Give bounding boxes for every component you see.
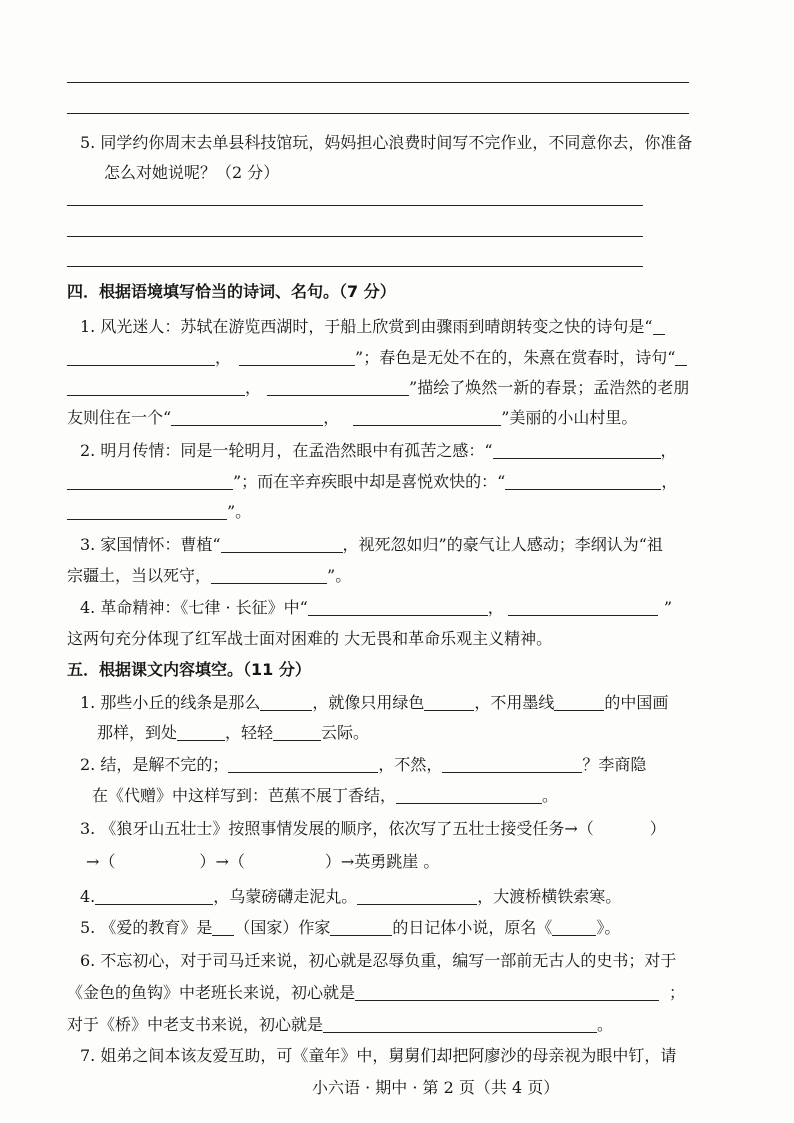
s5-item6-line2: [67, 980, 685, 1003]
s4-item3-line1: [80, 532, 663, 555]
blank: [239, 348, 355, 366]
text: 对于《桥》中老支书来说，初心就是: [67, 1015, 324, 1034]
blank: [171, 408, 323, 426]
text: 的中国画: [604, 693, 669, 712]
blank: [273, 723, 321, 741]
blank: [653, 317, 665, 335]
arrow: →: [564, 819, 578, 838]
text: ”: [663, 598, 672, 617]
answer-line: [67, 205, 643, 206]
text: 2. 明月传情：同是一轮明月，在孟浩然眼中有孤苦之感：“: [80, 441, 493, 460]
blank: [323, 1015, 597, 1033]
s5-item2-line1: [80, 752, 646, 775]
blank: [260, 693, 312, 711]
text: 的日记体小说，原名《: [392, 918, 553, 937]
text: ，就像只用绿色: [312, 693, 425, 712]
text: ，视死忽如归”的豪气让人感动；李纲认为“祖: [342, 535, 663, 554]
text: 云际。: [321, 723, 370, 742]
text: ，: [661, 472, 678, 491]
blank: [67, 378, 245, 396]
text: 3. 《狼牙山五壮士》按照事情发展的顺序，依次写了五壮士接受任务: [80, 819, 565, 838]
text: ，大渡桥横铁索寒。: [477, 887, 622, 906]
answer-line: [67, 266, 643, 267]
paren-open: （: [228, 852, 245, 871]
blank: [508, 598, 658, 616]
blank: [396, 786, 542, 804]
text: ，不然，: [378, 755, 443, 774]
text: ，: [660, 441, 677, 460]
blank: [355, 983, 659, 1001]
text: ，: [323, 408, 340, 427]
s4-item2-line2: [67, 469, 677, 492]
s5-item3-line1: [80, 816, 666, 839]
s4-item2-line3: [67, 499, 251, 522]
s5-item3-line2: [86, 849, 439, 872]
blank: [95, 887, 213, 905]
blank: [493, 441, 661, 459]
s4-item3-line2: [67, 563, 351, 586]
answer-line: [67, 82, 689, 83]
blank: [554, 693, 604, 711]
text: ？李商隐: [582, 755, 647, 774]
text: ，: [245, 378, 262, 397]
text: ，轻轻: [225, 723, 274, 742]
blank: [442, 755, 582, 773]
text: ”。: [227, 502, 252, 521]
text: 那样，到处: [97, 723, 178, 742]
s4-item4-line2: 这两句充分体现了红军战士面对困难的 大无畏和革命乐观主义精神。: [67, 629, 553, 648]
text: ，: [215, 348, 232, 367]
text: 4.: [80, 887, 96, 906]
blank: [221, 535, 343, 553]
blank: [212, 918, 234, 936]
answer-line: [67, 236, 643, 237]
paren-close: ）: [199, 852, 216, 871]
paren-close: ）: [324, 852, 341, 871]
text: ”。: [327, 566, 352, 585]
text: ，不用墨线: [474, 693, 555, 712]
text: 友则住在一个“: [67, 408, 172, 427]
s5-item5: [80, 915, 620, 938]
s4-item1-line1: [80, 314, 665, 337]
text: 5. 《爱的教育》是: [80, 918, 213, 937]
text: 》。: [596, 918, 621, 937]
blank: [357, 887, 477, 905]
text: 。: [597, 1015, 614, 1034]
blank: [228, 755, 378, 773]
text: 2. 结，是解不完的；: [80, 755, 229, 774]
blank: [552, 918, 596, 936]
s4-item1-line2: [67, 345, 687, 368]
s4-item2-line1: [80, 438, 677, 461]
text: （国家）作家: [234, 918, 331, 937]
text: →英勇跳崖 。: [340, 852, 440, 871]
text: 《金色的鱼钩》中老班长来说，初心就是: [67, 983, 356, 1002]
arrow: →: [215, 852, 229, 871]
text: 1. 风光迷人：苏轼在游览西湖时，于船上欣赏到由骤雨到晴朗转变之快的诗句是“: [80, 317, 653, 336]
question-5-line1: 5. 同学约你周末去单县科技馆玩，妈妈担心浪费时间写不完作业，不同意你去，你准备: [80, 133, 693, 152]
paren-open: （: [99, 852, 116, 871]
blank: [67, 502, 227, 520]
blank: [177, 723, 225, 741]
answer-line: [67, 113, 689, 114]
text: ；: [669, 983, 686, 1002]
section-5-heading: 五．根据课文内容填空。（11 分）: [67, 660, 311, 679]
s5-item1-line1: [80, 690, 668, 713]
s4-item1-line4: [67, 405, 637, 428]
blank: [267, 378, 409, 396]
s5-item6-line3: [67, 1012, 613, 1035]
text: 4. 革命精神：《七律 · 长征》中“: [80, 598, 308, 617]
blank: [424, 693, 474, 711]
text: 宗疆土，当以死守，: [67, 566, 212, 585]
question-5-line2: 怎么对她说呢？（2 分）: [104, 163, 280, 182]
paren-open: （: [577, 819, 594, 838]
text: ，: [487, 598, 504, 617]
text: ，乌蒙磅礴走泥丸。: [213, 887, 358, 906]
s5-item2-line2: [92, 783, 558, 806]
text: ”描绘了焕然一新的春景；孟浩然的老朋: [409, 378, 690, 397]
section-4-heading: 四．根据语境填写恰当的诗词、名句。（7 分）: [67, 282, 396, 301]
page-footer: 小六语 · 期中 · 第 2 页（共 4 页）: [312, 1078, 560, 1097]
s4-item1-line3: [67, 375, 689, 398]
s5-item4: [80, 884, 621, 907]
arrow: →: [86, 852, 100, 871]
blank: [675, 348, 687, 366]
blank: [67, 348, 215, 366]
text: ”；而在辛弃疾眼中却是喜悦欢快的：“: [233, 472, 506, 491]
text: 3. 家国情怀：曹植“: [80, 535, 221, 554]
text: ”美丽的小山村里。: [501, 408, 638, 427]
paren-close: ）: [649, 819, 666, 838]
blank: [308, 598, 488, 616]
s5-item1-line2: [97, 720, 369, 743]
text: 1. 那些小丘的线条是那么: [80, 693, 261, 712]
s5-item6-line1: 6. 不忘初心，对于司马迁来说，初心就是忍辱负重，编写一部前无古人的史书；对于: [80, 951, 677, 970]
blank: [330, 918, 392, 936]
text: 在《代赠》中这样写到：芭蕉不展丁香结，: [92, 786, 397, 805]
text: 。: [542, 786, 559, 805]
blank: [67, 472, 233, 490]
blank: [211, 566, 327, 584]
s5-item7-line1: 7. 姐弟之间本该友爱互助，可《童年》中，舅舅们却把阿廖沙的母亲视为眼中钉，请: [80, 1046, 677, 1065]
text: ”；春色是无处不在的，朱熹在赏春时，诗句“: [355, 348, 676, 367]
blank: [353, 408, 501, 426]
blank: [505, 472, 661, 490]
s4-item4-line1: [80, 595, 672, 618]
